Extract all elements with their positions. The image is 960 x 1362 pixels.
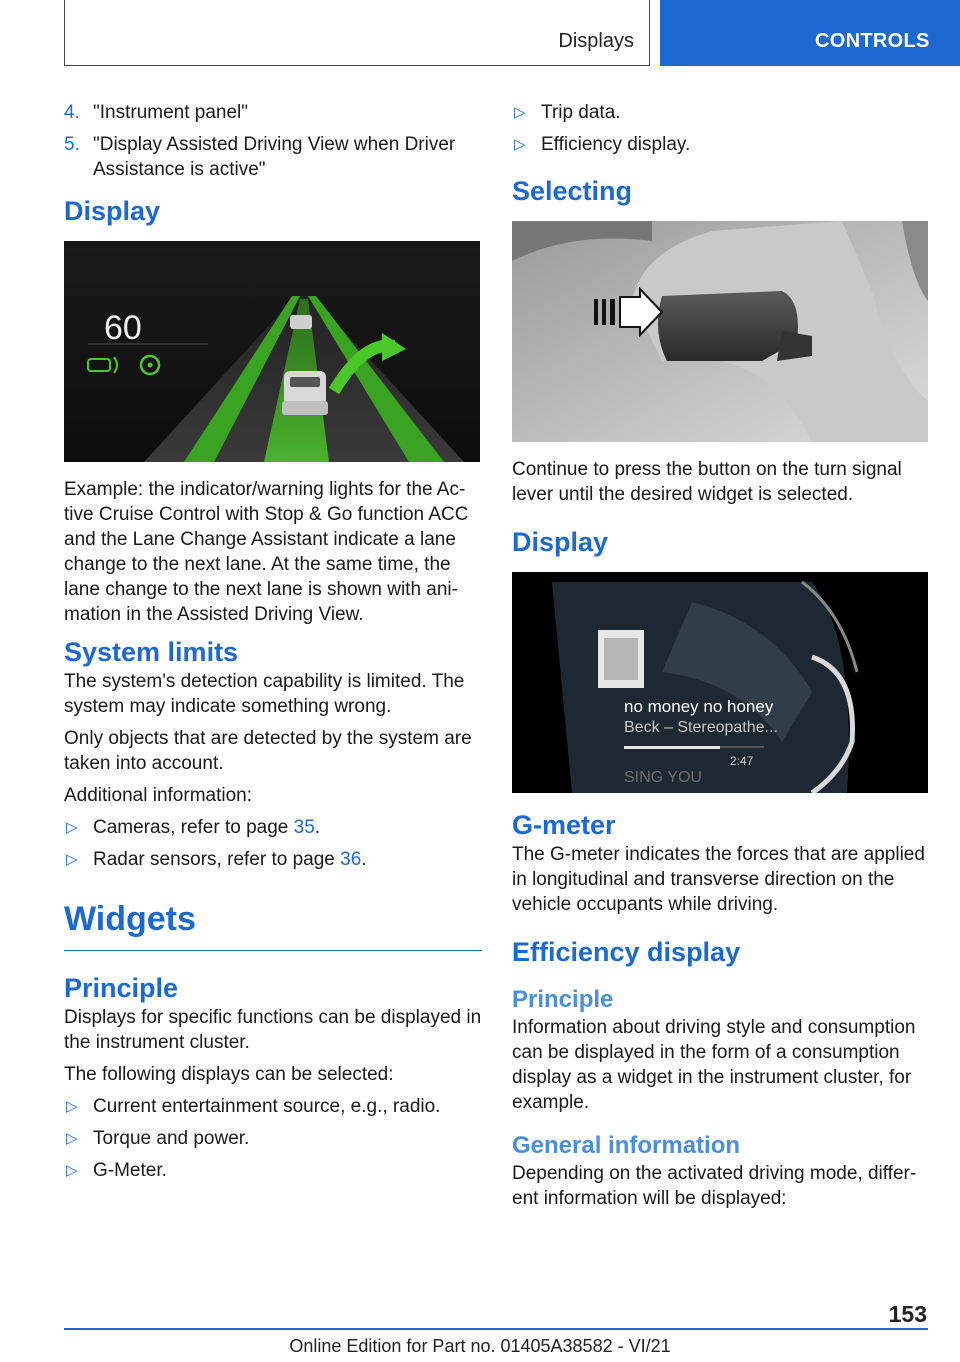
paragraph-principle-right: Information about driving style and consumption can be displayed in the form of a consumption display as a widget in the instrument cluster, for example. (512, 1017, 916, 1113)
figure-caption: Example: the indicator/warning lights for the Active Cruise Control with Stop & Go function ACC and the Lane Change Assistant indicate a lane change to the next lane. At the same time, the lane change to the next lane is shown with animation in the Assisted Driving View. (64, 479, 469, 625)
paragraph-general: Depending on the activated driving mode, different information will be displayed: (512, 1163, 917, 1209)
paragraph-principle: Displays for specific functions can be displayed in the instrument cluster. (64, 1007, 482, 1053)
background-text: SING YOU (624, 769, 702, 786)
page-link-35[interactable]: 35 (293, 817, 315, 838)
bullet-triangle-icon: ▷ (514, 104, 526, 121)
list-item (64, 1158, 482, 1183)
list-item (64, 1126, 482, 1151)
bullet-triangle-icon: ▷ (66, 1162, 78, 1179)
list-text: "Instrument panel" (93, 102, 249, 123)
bullet-triangle-icon: ▷ (514, 136, 526, 153)
track-artist: Beck – Stereopathe... (624, 719, 778, 736)
chapter-title: CONTROLS (815, 30, 930, 52)
list-text: Current entertainment source, e.g., radio. (93, 1096, 441, 1117)
paragraph-following: The following displays can be selected: (64, 1064, 394, 1085)
heading-system-limits: System limits (64, 637, 239, 667)
figure-assisted-driving-view (64, 241, 480, 462)
chapter-tab[interactable] (660, 0, 960, 66)
list-item (512, 100, 930, 125)
list-item: ▷ Radar sensors, refer to page 36. (66, 849, 367, 870)
heading-general-information: General information (512, 1132, 741, 1159)
speed-readout: 60 (104, 309, 142, 347)
bullet-triangle-icon: ▷ (66, 819, 78, 836)
heading-efficiency-display: Efficiency display (512, 937, 741, 967)
heading-principle-right: Principle (512, 986, 614, 1013)
list-text: Torque and power. (93, 1128, 250, 1149)
paragraph-limits-1: The system's detection capability is limited. The system may indicate something wrong. (64, 671, 465, 717)
numbered-list (64, 100, 482, 182)
paragraph-g-meter: The G-meter indicates the forces that are applied in longitudinal and transverse direction on the vehicle occupants while driving. (512, 844, 925, 915)
bullet-triangle-icon: ▷ (66, 1098, 78, 1115)
paragraph-selecting: Continue to press the button on the turn signal lever until the desired widget is selected. (512, 459, 902, 505)
figure-entertainment-widget (512, 572, 928, 793)
list-number: 5. (64, 134, 80, 155)
list-text: Cameras, refer to page (93, 817, 294, 838)
page-number: 153 (888, 1301, 927, 1327)
heading-display-right: Display (512, 527, 609, 557)
header-box (64, 0, 650, 66)
list-number: 4. (64, 102, 80, 123)
bullet-triangle-icon: ▷ (66, 1130, 78, 1147)
list-item (64, 1094, 482, 1119)
track-title: no money no honey (624, 697, 774, 716)
heading-display: Display (64, 196, 161, 226)
list-text: Trip data. (541, 102, 621, 123)
heading-g-meter: G-meter (512, 810, 616, 840)
list-text: Radar sensors, refer to page (93, 849, 341, 870)
heading-principle: Principle (64, 973, 179, 1003)
left-column (64, 100, 482, 1190)
list-text: G-Meter. (93, 1160, 167, 1181)
paragraph-limits-2: Only objects that are detected by the system are taken into account. (64, 728, 472, 774)
list-item (512, 132, 930, 157)
heading-selecting: Selecting (512, 176, 633, 206)
list-item (64, 132, 482, 182)
figure-turn-signal-lever (512, 221, 928, 442)
footer-edition: Online Edition for Part no. 01405A38582 - VI/21 (289, 1336, 671, 1356)
progress-bar-fill (624, 746, 720, 749)
track-time: 2:47 (730, 754, 754, 768)
heading-widgets: Widgets (64, 898, 482, 951)
bullet-triangle-icon: ▷ (66, 851, 78, 868)
paragraph-additional: Additional information: (64, 785, 252, 806)
list-item: ▷ Cameras, refer to page 35. (66, 817, 321, 838)
list-item (64, 100, 482, 125)
list-text: "Display Assisted Driving View when Driver Assistance is active" (93, 134, 456, 180)
footer-divider (64, 1328, 928, 1330)
right-column (512, 100, 930, 1218)
page-link-36[interactable]: 36 (340, 849, 362, 870)
section-title: Displays (558, 30, 634, 52)
list-text: Efficiency display. (541, 134, 691, 155)
